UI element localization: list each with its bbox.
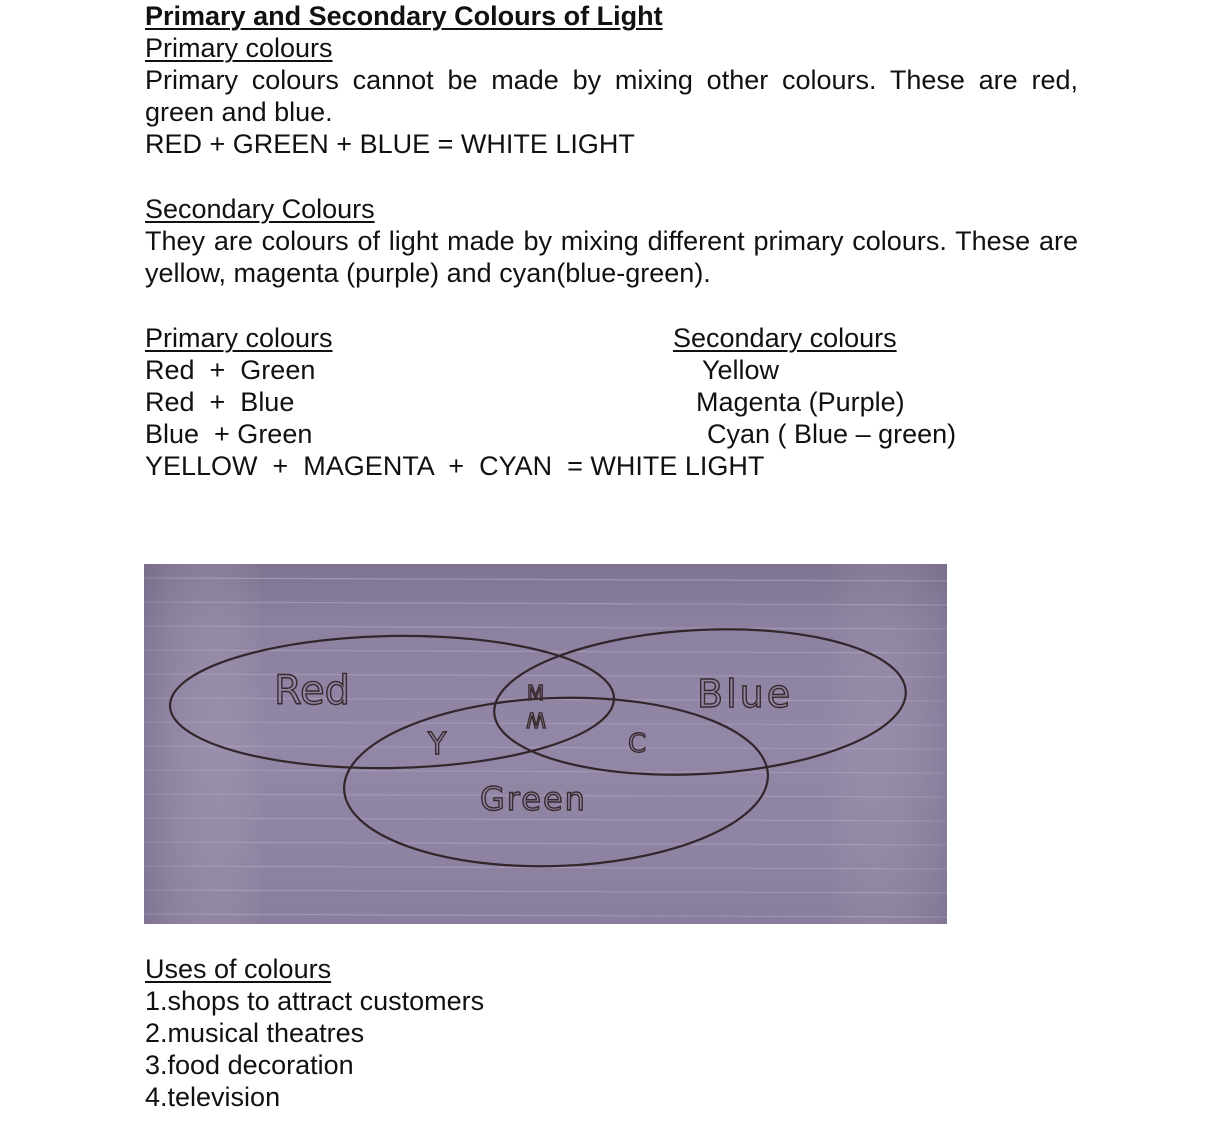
label-magenta: M [527, 681, 545, 705]
list-item: 1.shops to attract customers [145, 986, 485, 1016]
label-cyan: C [628, 729, 647, 759]
secondary-colours-heading: Secondary Colours [145, 194, 375, 224]
primary-colours-paragraph: Primary colours cannot be made by mixing other colours. These are red, green and blue. [145, 65, 1078, 127]
table-row-secondary: Yellow [702, 355, 780, 385]
label-white: W [526, 708, 546, 732]
list-item: 2.musical theatres [145, 1018, 365, 1048]
venn-diagram [144, 564, 947, 924]
list-item: 4.television [145, 1082, 281, 1112]
label-red: Red [274, 668, 350, 714]
secondary-colours-paragraph: They are colours of light made by mixing different primary colours. These are yellow, magenta (purple) and cyan(blue-green). [145, 226, 1078, 288]
label-blue: Blue [697, 672, 794, 716]
uses-heading: Uses of colours [145, 954, 332, 984]
table-header-secondary: Secondary colours [673, 323, 897, 353]
table-row-primary: Red + Blue [145, 387, 295, 417]
venn-diagram-photo [144, 564, 947, 924]
table-row-secondary: Magenta (Purple) [696, 387, 905, 417]
primary-colours-heading: Primary colours [145, 33, 333, 63]
list-item: 3.food decoration [145, 1050, 354, 1080]
label-yellow: Y [428, 727, 447, 762]
table-header-primary: Primary colours [145, 323, 333, 353]
table-row-primary: Red + Green [145, 355, 316, 385]
primary-equation: RED + GREEN + BLUE = WHITE LIGHT [145, 129, 635, 159]
white-light-summary: YELLOW + MAGENTA + CYAN = WHITE LIGHT [145, 451, 765, 481]
table-row-secondary: Cyan ( Blue – green) [707, 419, 957, 449]
label-green: Green [480, 780, 587, 818]
table-row-primary: Blue + Green [145, 419, 313, 449]
page-title: Primary and Secondary Colours of Light [145, 1, 663, 31]
